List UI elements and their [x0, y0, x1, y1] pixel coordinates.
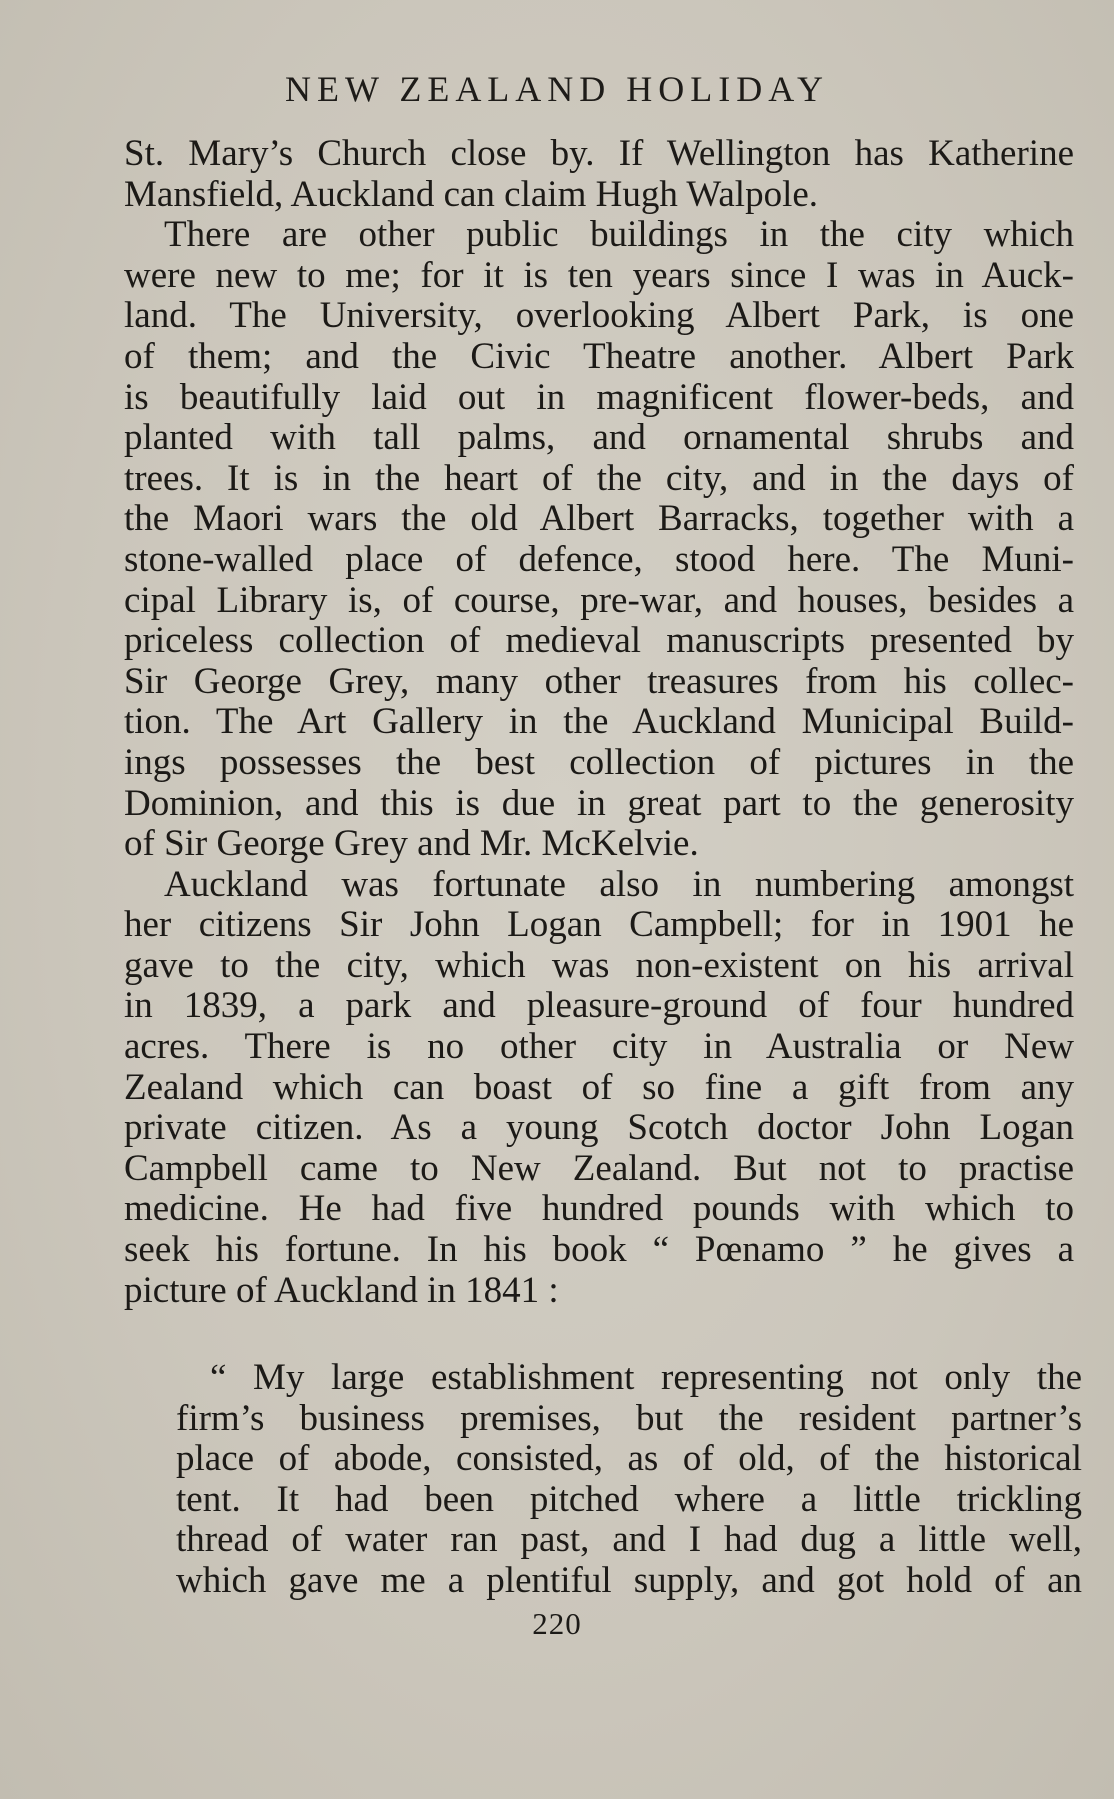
body-line: stone-walled place of defence, stood here. The Muni-: [124, 538, 1074, 580]
body-line: priceless collection of medieval manuscripts presented by: [124, 620, 1074, 662]
quote-line: place of abode, consisted, as of old, of the historical: [176, 1438, 1082, 1480]
body-line: ings possesses the best collection of pictures in the: [124, 741, 1074, 783]
quote-line: “ My large establishment representing not only the: [210, 1357, 1082, 1398]
quote-line: firm’s business premises, but the resident partner’s: [176, 1397, 1082, 1439]
body-line: tion. The Art Gallery in the Auckland Municipal Build-: [124, 701, 1074, 743]
quote-line: which gave me a plentiful supply, and got hold of an: [176, 1559, 1082, 1601]
body-line: trees. It is in the heart of the city, and in the days of: [124, 457, 1074, 499]
body-line: seek his fortune. In his book “ Pœnamo ” he gives a: [124, 1229, 1074, 1271]
body-line: of them; and the Civic Theatre another. Albert Park: [124, 335, 1074, 377]
body-line: land. The University, overlooking Albert Park, is one: [124, 295, 1074, 337]
body-text: [124, 134, 1074, 1311]
body-line: There are other public buildings in the city which: [164, 214, 1074, 256]
body-line: Mansfield, Auckland can claim Hugh Walpole.: [124, 173, 819, 215]
block-quote: [176, 1358, 1082, 1602]
body-line: Auckland was fortunate also in numbering amongst: [164, 863, 1074, 905]
body-line: is beautifully laid out in magnificent flower-beds, and: [124, 376, 1074, 418]
body-line: of Sir George Grey and Mr. McKelvie.: [124, 823, 699, 865]
body-line: were new to me; for it is ten years since I was in Auck-: [124, 254, 1074, 296]
body-line: private citizen. As a young Scotch doctor John Logan: [124, 1107, 1074, 1149]
quote-line: tent. It had been pitched where a little trickling: [176, 1478, 1082, 1520]
body-line: acres. There is no other city in Australia or New: [124, 1026, 1074, 1068]
body-line: Sir George Grey, many other treasures from his collec-: [124, 660, 1074, 702]
body-line: medicine. He had five hundred pounds with which to: [124, 1188, 1074, 1230]
body-line: Zealand which can boast of so fine a gift from any: [124, 1066, 1074, 1108]
body-line: picture of Auckland in 1841 :: [124, 1269, 559, 1311]
quote-line: thread of water ran past, and I had dug a little well,: [176, 1519, 1082, 1561]
body-line: the Maori wars the old Albert Barracks, together with a: [124, 498, 1074, 540]
body-line: her citizens Sir John Logan Campbell; for in 1901 he: [124, 904, 1074, 946]
body-line: Campbell came to New Zealand. But not to practise: [124, 1147, 1074, 1189]
body-line: in 1839, a park and pleasure-ground of four hundred: [124, 985, 1074, 1027]
page-number: 220: [532, 1606, 582, 1641]
body-line: gave to the city, which was non-existent on his arrival: [124, 944, 1074, 986]
running-head: NEW ZEALAND HOLIDAY: [285, 69, 829, 109]
body-line: planted with tall palms, and ornamental shrubs and: [124, 417, 1074, 459]
body-line: St. Mary’s Church close by. If Wellington has Katherine: [124, 133, 1074, 174]
body-line: Dominion, and this is due in great part to the generosity: [124, 782, 1074, 824]
body-line: cipal Library is, of course, pre-war, and houses, besides a: [124, 579, 1074, 621]
